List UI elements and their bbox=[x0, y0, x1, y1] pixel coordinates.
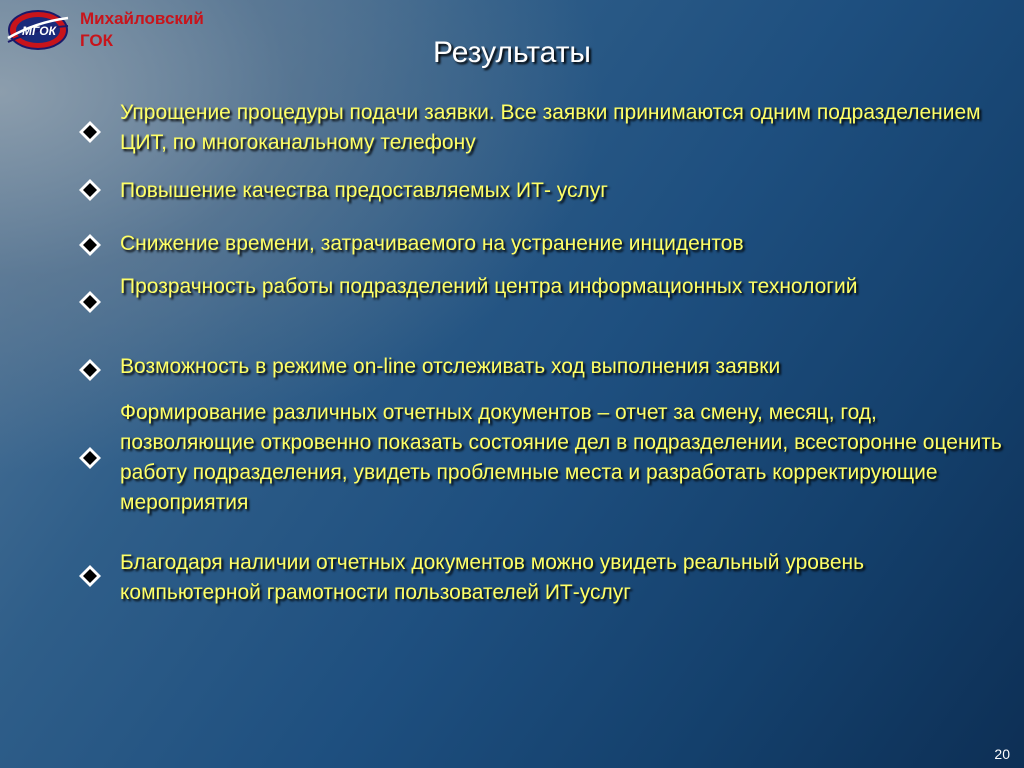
page-number: 20 bbox=[994, 746, 1010, 762]
svg-text:МГОК: МГОК bbox=[22, 24, 56, 38]
diamond-bullet-icon bbox=[78, 233, 102, 257]
bullet-text: Прозрачность работы подразделений центра информационных технологий bbox=[120, 275, 858, 298]
diamond-bullet-icon bbox=[78, 446, 102, 470]
diamond-bullet-icon bbox=[78, 120, 102, 144]
slide-title: Результаты bbox=[433, 36, 591, 69]
diamond-bullet-icon bbox=[78, 358, 102, 382]
diamond-bullet-icon bbox=[78, 178, 102, 202]
company-name-line1: Михайловский bbox=[80, 9, 204, 28]
bullet-text: Снижение времени, затрачиваемого на устранение инцидентов bbox=[120, 232, 744, 255]
diamond-bullet-icon bbox=[78, 290, 102, 314]
bullet-text: Возможность в режиме on-line отслеживать ход выполнения заявки bbox=[120, 355, 781, 378]
bullet-text: Формирование различных отчетных документов – отчет за смену, месяц, год, позволяющие откровенно показать состояние дел в подразделении, всесторонне оценить работу подразделения, увидеть проблемные места и разработать корректирующие мероприятия bbox=[120, 401, 1002, 514]
bullet-text: Упрощение процедуры подачи заявки. Все заявки принимаются одним подразделением ЦИТ, по многоканальному телефону bbox=[120, 101, 981, 154]
company-name-line2: ГОК bbox=[80, 31, 114, 50]
diamond-bullet-icon bbox=[78, 564, 102, 588]
bullet-text: Повышение качества предоставляемых ИТ- услуг bbox=[120, 179, 608, 202]
bullet-text: Благодаря наличии отчетных документов можно увидеть реальный уровень компьютерной грамотности пользователей ИТ-услуг bbox=[120, 551, 865, 604]
